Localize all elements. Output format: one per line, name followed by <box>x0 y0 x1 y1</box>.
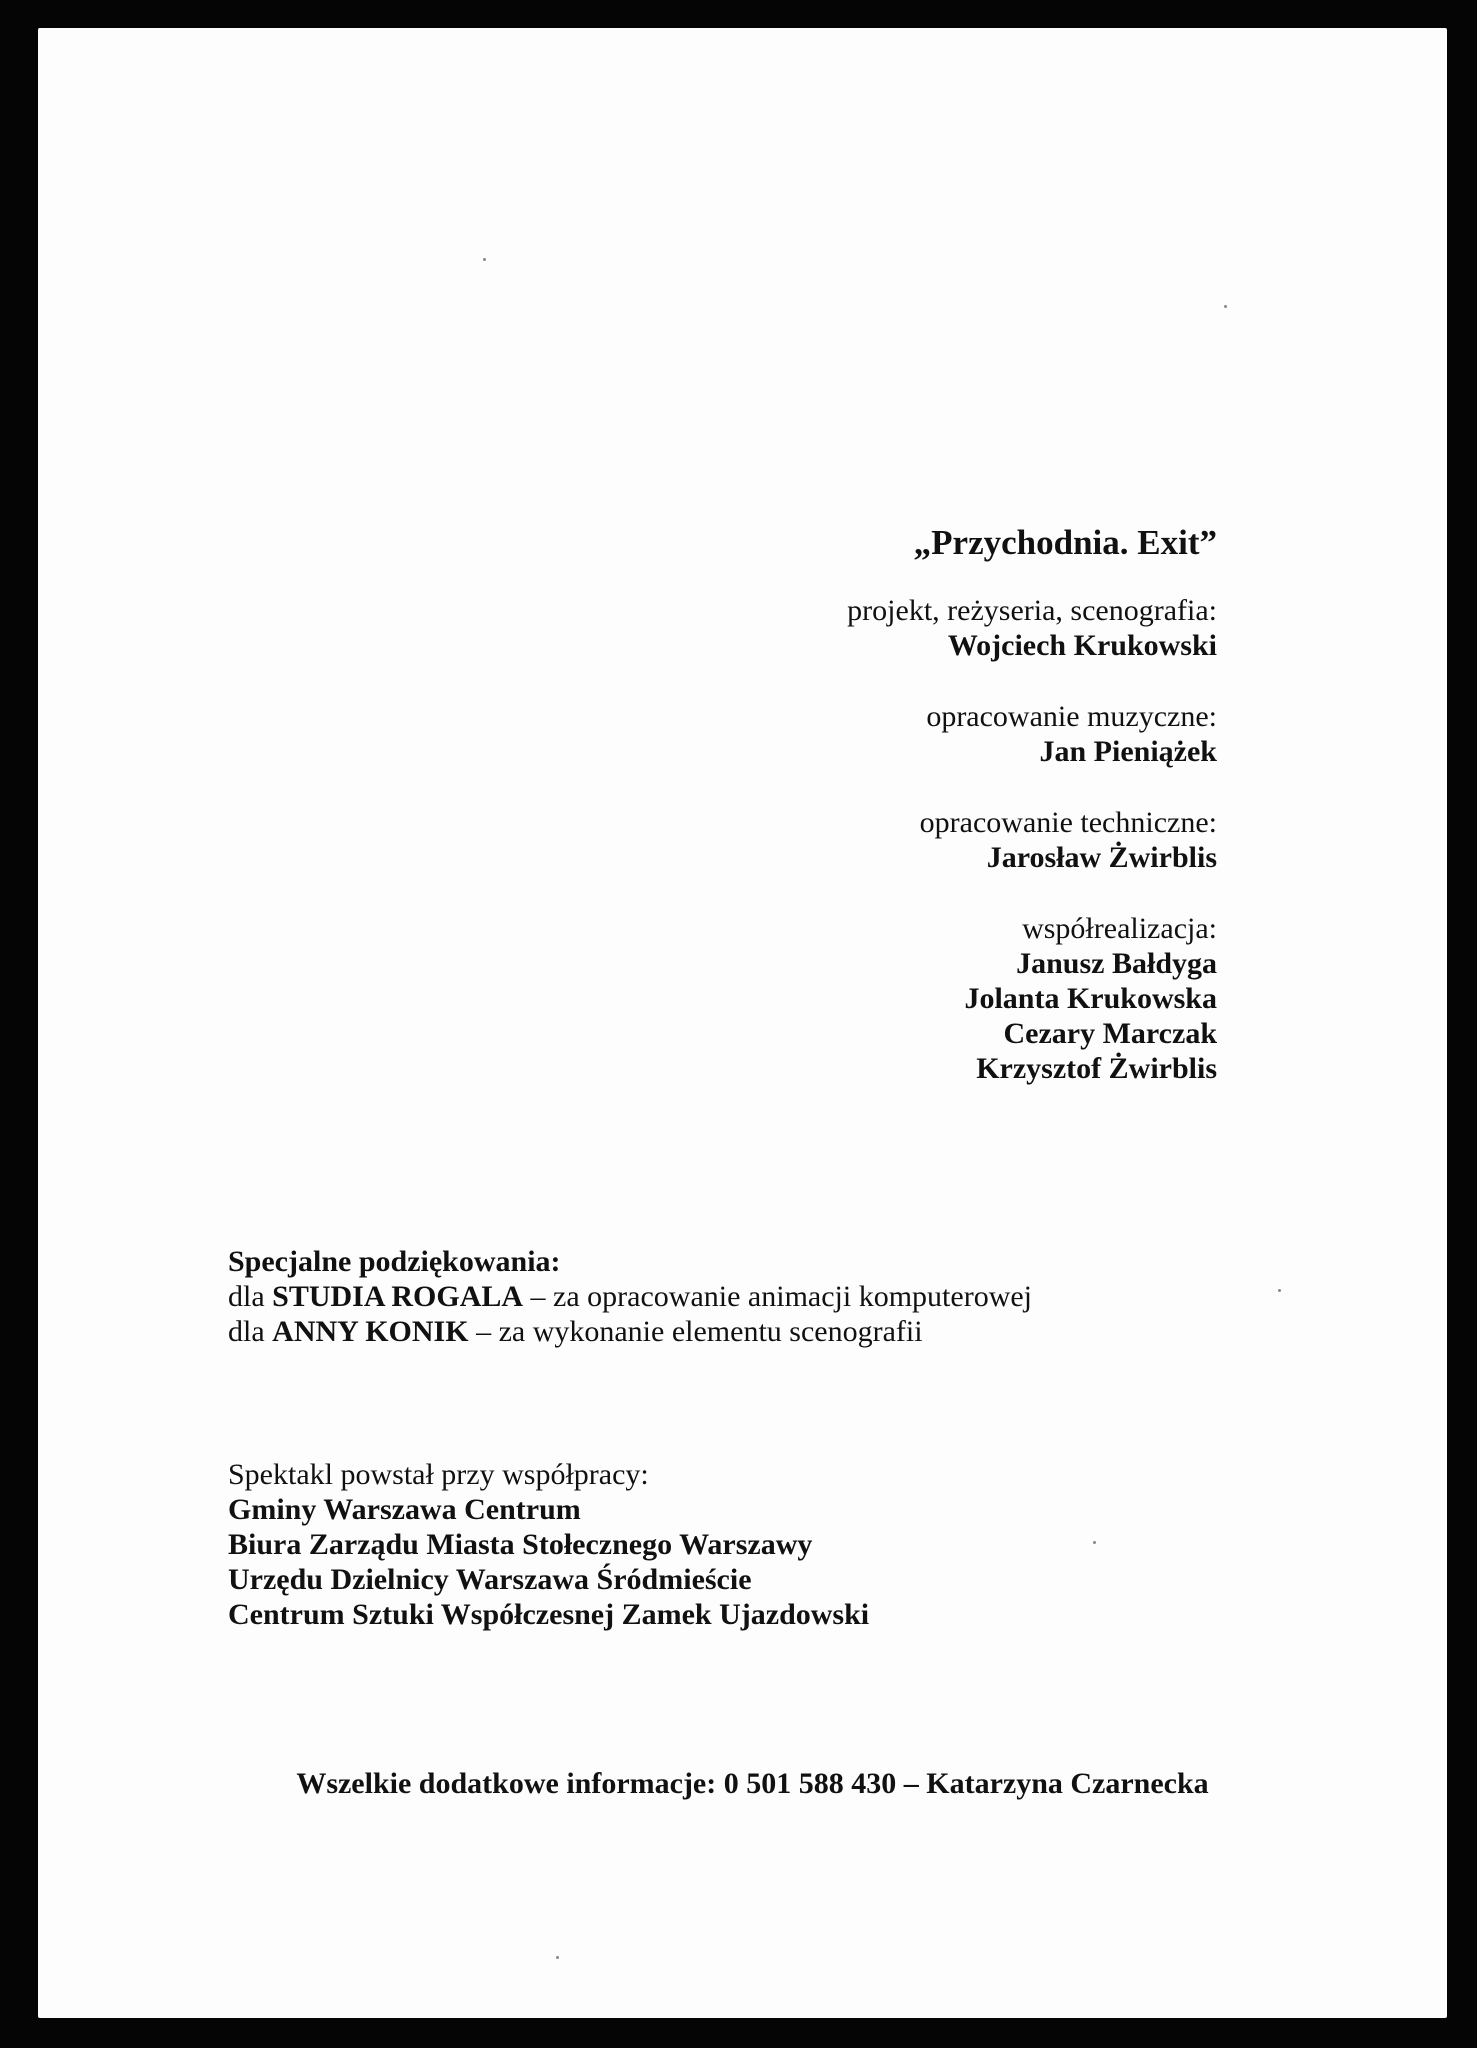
thanks-name: ANNY KONIK <box>272 1315 469 1348</box>
partner-name: Biura Zarządu Miasta Stołecznego Warszawy <box>228 1528 813 1561</box>
credit-person: Jarosław Żwirblis <box>986 841 1217 874</box>
scan-speck <box>1224 305 1227 308</box>
credit-direction <box>847 593 1217 663</box>
scan-speck <box>1278 1289 1281 1292</box>
credit-person: Cezary Marczak <box>1003 1017 1217 1050</box>
partner-name: Centrum Sztuki Współczesnej Zamek Ujazdowski <box>228 1598 870 1631</box>
thanks-text: – za opracowanie animacji komputerowej <box>523 1280 1033 1313</box>
credit-person: Janusz Bałdyga <box>1016 947 1217 980</box>
scan-speck <box>1093 1541 1096 1544</box>
credit-person: Wojciech Krukowski <box>947 629 1217 662</box>
credit-person: Krzysztof Żwirblis <box>976 1052 1217 1085</box>
credit-role: projekt, reżyseria, scenografia: <box>847 594 1217 627</box>
special-thanks <box>228 1244 1032 1349</box>
performance-title: „Przychodnia. Exit” <box>913 523 1217 562</box>
scan-speck <box>483 258 486 261</box>
contact-info: Wszelkie dodatkowe informacje: 0 501 588 430 – Katarzyna Czarnecka <box>296 1767 1209 1800</box>
credits-block <box>847 523 1217 1122</box>
credit-person: Jan Pieniążek <box>1039 735 1217 768</box>
credit-role: współrealizacja: <box>1022 912 1217 945</box>
document-page <box>38 28 1447 2018</box>
partner-name: Gminy Warszawa Centrum <box>228 1493 581 1526</box>
scan-speck <box>556 1956 559 1959</box>
credit-role: opracowanie muzyczne: <box>926 700 1217 733</box>
credit-role: opracowanie techniczne: <box>919 806 1217 839</box>
cooperation-block <box>228 1457 869 1632</box>
thanks-line <box>228 1279 1032 1314</box>
thanks-heading: Specjalne podziękowania: <box>228 1245 561 1278</box>
thanks-prefix: dla <box>228 1315 273 1348</box>
credit-music <box>847 699 1217 769</box>
thanks-prefix: dla <box>228 1280 273 1313</box>
credit-technical <box>847 805 1217 875</box>
thanks-line <box>228 1314 1032 1349</box>
thanks-text: – za wykonanie elementu scenografii <box>468 1315 923 1348</box>
cooperation-heading: Spektakl powstał przy współpracy: <box>228 1458 649 1491</box>
credit-coproduction <box>847 911 1217 1086</box>
thanks-name: STUDIA ROGALA <box>272 1280 524 1313</box>
credit-person: Jolanta Krukowska <box>964 982 1217 1015</box>
partner-name: Urzędu Dzielnicy Warszawa Śródmieście <box>228 1563 752 1596</box>
